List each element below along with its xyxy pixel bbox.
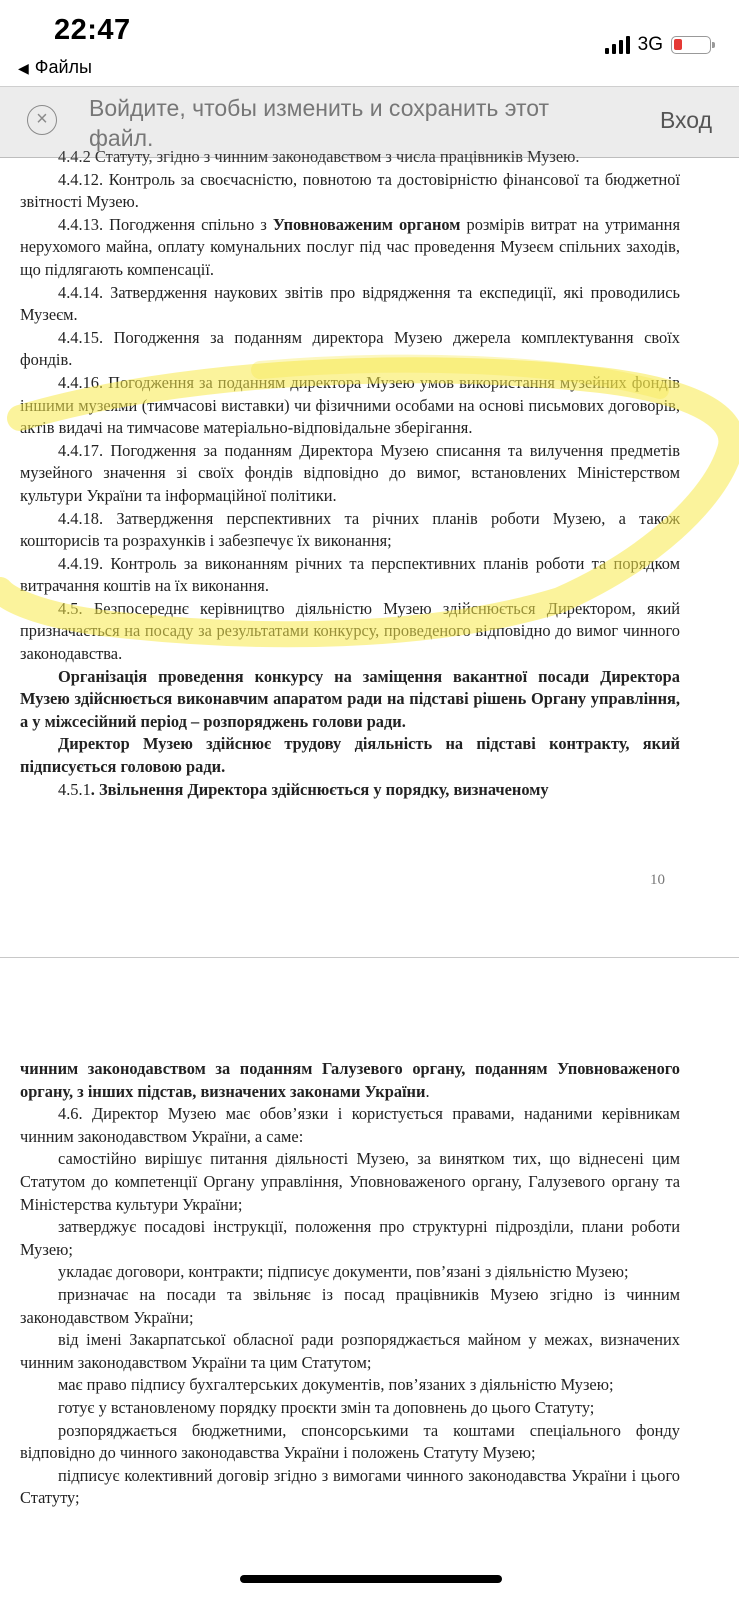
- p10-bold: Організація проведення конкурсу на заміщення вакантної посади Директора Музею здійснюється виконавчим апаратом ради на підставі рішень Органу управління, а у міжсесійний період – розпоряджень голови ради.: [20, 666, 680, 731]
- paragraph-4-4-14: 4.4.14. Затвердження наукових звітів про відрядження та експедиції, які проводились Музеєм.: [20, 282, 680, 325]
- document-page-1: [20, 147, 680, 860]
- paragraph-4-4-15: 4.4.15. Погодження за поданням директора Музею джерела комплектування своїх фондів.: [20, 327, 680, 370]
- paragraph-4-4-16: 4.4.16. Погодження за поданням директора Музею умов використання музейних фондів іншими музеями (тимчасові виставки) чи фізичними особами на основі письмових договорів, актів видачі на тимчасове матеріально-відповідальне зберігання.: [20, 372, 680, 438]
- paragraph-continuation: [20, 1058, 680, 1103]
- p11-bold: Директор Музею здійснює трудову діяльність на підставі контракту, який підписується головою ради.: [20, 734, 680, 777]
- paragraph-4-4-19: 4.4.19. Контроль за виконанням річних та перспективних планів роботи та порядком витрачання коштів на їх виконання.: [20, 553, 680, 596]
- network-type: 3G: [637, 34, 663, 55]
- paragraph-4-4-17: 4.4.17. Погодження за поданням Директора Музею списання та вилучення предметів музейного значення зі своїх фондів відповідно до вимог, встановлених Міністерством культури України та інформаційної політики.: [20, 440, 680, 505]
- paragraph-4-6: 4.6. Директор Музею має обов’язки і користується правами, наданими керівникам чинним законодавством України, а саме:: [20, 1104, 680, 1146]
- duty-8: розпоряджається бюджетними, спонсорськими та коштами спеціального фонду відповідно до чинного законодавства України і положень Статуту Музею;: [20, 1420, 680, 1463]
- paragraph-4-4-12: 4.4.12. Контроль за своєчасністю, повнотою та достовірністю фінансової та бюджетної звітності Музею.: [20, 169, 680, 212]
- p2-bold: Уповноваженим органом: [272, 214, 461, 234]
- paragraph-competition: [20, 666, 680, 734]
- status-indicators: [605, 34, 711, 56]
- p12-num: 4.5.1: [58, 779, 91, 799]
- duty-2: затверджує посадові інструкції, положення про структурні підрозділи, плани роботи Музею;: [20, 1217, 680, 1259]
- p12-bold: . Звільнення Директора здійснюється у порядку, визначеному: [90, 779, 549, 799]
- back-triangle-icon: ◀: [18, 60, 29, 76]
- status-time: 22:47: [54, 14, 131, 46]
- paragraph-4-5: 4.5. Безпосереднє керівництво діяльністю Музею здійснюється Директором, який призначається на посаду за результатами конкурсу, проведеного відповідно до вимог чинного законодавства.: [20, 598, 680, 664]
- duty-4: призначає на посади та звільняє із посад працівників Музею згідно із чинним законодавством України;: [20, 1284, 680, 1327]
- p2-pre: 4.4.13. Погодження спільно з: [58, 214, 273, 234]
- document-page-2: [20, 1058, 680, 1578]
- duty-1: самостійно вирішує питання діяльності Музею, за винятком тих, що віднесені цим Статутом до компетенції Органу управління, Уповноваженого органу, Галузевого органу та Міністерства культури України;: [20, 1149, 680, 1214]
- back-label: Файлы: [34, 57, 92, 77]
- status-bar: [0, 0, 739, 86]
- page-number: 10: [650, 872, 665, 888]
- page-separator: [0, 957, 739, 958]
- paragraph-4-4-18: 4.4.18. Затвердження перспективних та річних планів роботи Музею, а також кошторисів та розрахунків і забезпечує їх виконання;: [20, 508, 680, 551]
- p1-end: .: [425, 1081, 430, 1101]
- cut-line: 4.4.2 Статуту, згідно з чинним законодавством з числа працівників Музею.: [58, 147, 580, 166]
- p1-bold: чинним законодавством за поданням Галузевого органу, поданням Уповноваженого органу, з інших підстав, визначених законами України: [20, 1059, 680, 1101]
- duty-7: готує у встановленому порядку проєкти змін та доповнень до цього Статуту;: [58, 1397, 595, 1417]
- paragraph-4-5-1: [20, 779, 680, 802]
- duty-3: укладає договори, контракти; підписує документи, пов’язані з діяльністю Музею;: [58, 1262, 629, 1282]
- banner-message: Войдите, чтобы изменить и сохранить этот файл.: [89, 95, 550, 151]
- paragraph-4-4-13: [20, 214, 680, 282]
- duty-9: підписує колективний договір згідно з вимогами чинного законодавства України і цього Статуту;: [20, 1465, 680, 1508]
- close-circle-icon[interactable]: ×: [27, 105, 57, 135]
- signal-bars-icon: [605, 36, 630, 54]
- duty-5: від імені Закарпатської обласної ради розпоряджається майном у межах, визначених чинним законодавством України та цим Статутом;: [20, 1330, 680, 1372]
- home-indicator[interactable]: [240, 1575, 502, 1583]
- paragraph-contract: [20, 733, 680, 778]
- duty-6: має право підпису бухгалтерських документів, пов’язаних з діяльністю Музею;: [58, 1375, 614, 1395]
- back-to-files-button[interactable]: [18, 57, 92, 78]
- p2-post: розмірів витрат на утримання нерухомого майна, оплату комунальних послуг під час проведення Музеєм спільних заходів, що підлягають компенсації.: [20, 214, 680, 279]
- battery-icon: [671, 36, 711, 54]
- login-button[interactable]: Вход: [659, 107, 712, 133]
